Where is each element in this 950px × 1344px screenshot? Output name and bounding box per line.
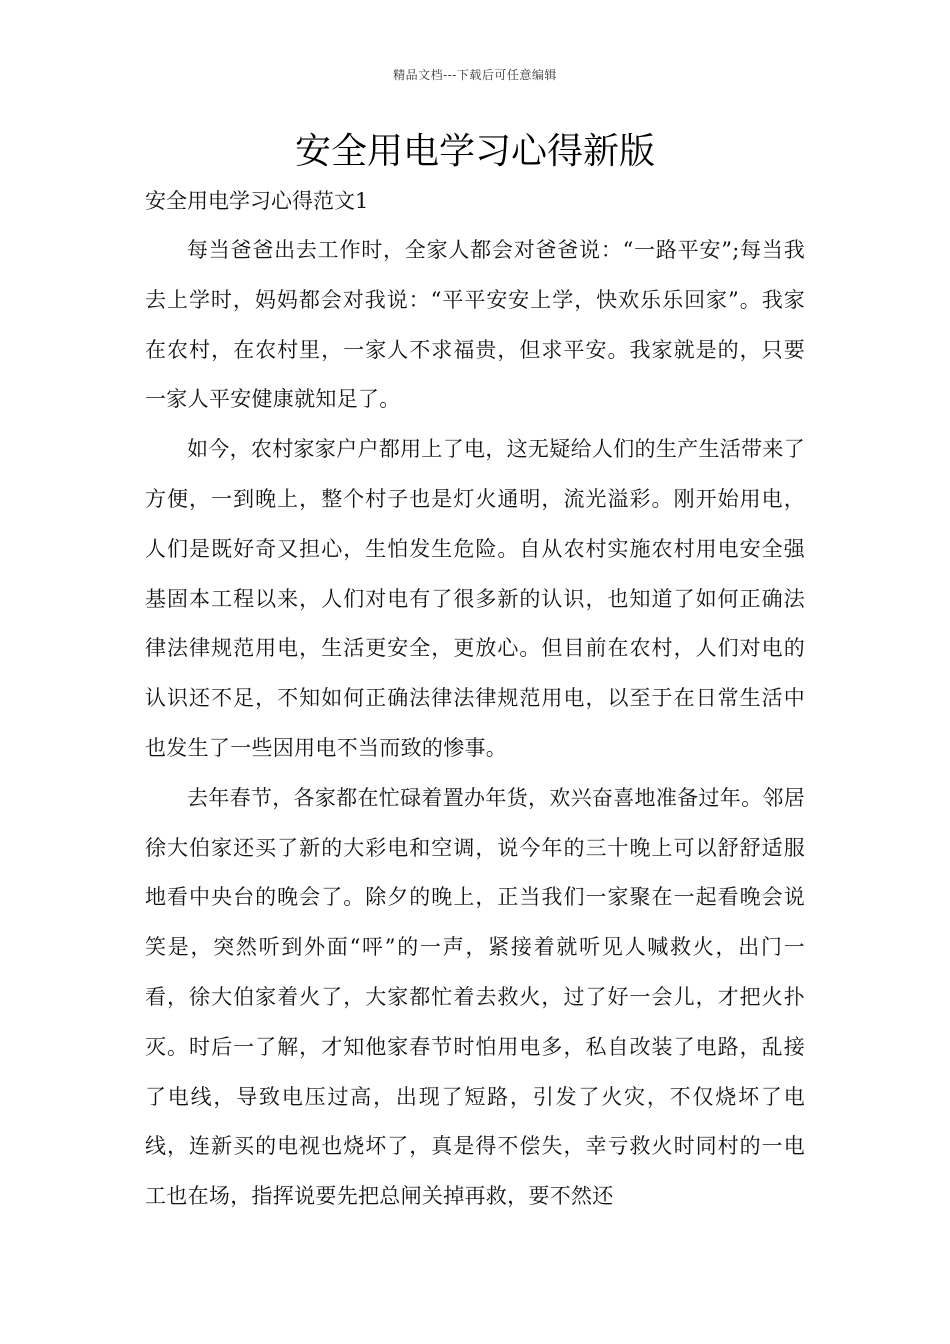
paragraph: 去年春节，各家都在忙碌着置办年货，欢兴奋喜地准备过年。邻居徐大伯家还买了新的大彩电和空调，说今年的三十晚上可以舒舒适服地看中央台的晚会了。除夕的晚上，正当我们一家聚在一起看晚会说笑是，突然听到外面“呯”的一声，紧接着就听见人喊救火，出门一看，徐大伯家着火了，大家都忙着去救火，过了好一会儿，才把火扑灭。时后一了解，才知他家春节时怕用电多，私自改装了电路，乱接了电线，导致电压过高，出现了短路，引发了火灾，不仅烧坏了电线，连新买的电视也烧坏了，真是得不偿失，幸亏救火时同村的一电工也在场，指挥说要先把总闸关掉再救，要不然还	[145, 785, 805, 1209]
document-subtitle: 安全用电学习心得范文1	[145, 189, 369, 213]
paragraph: 每当爸爸出去工作时，全家人都会对爸爸说：“一路平安”;每当我去上学时，妈妈都会对我说：“平平安安上学，快欢乐乐回家”。我家在农村，在农村里，一家人不求福贵，但求平安。我家就是的，只要一家人平安健康就知足了。	[145, 238, 805, 412]
document-body	[145, 226, 805, 1222]
paragraph: 如今，农村家家户户都用上了电，这无疑给人们的生产生活带来了方便，一到晚上，整个村子也是灯火通明，流光溢彩。刚开始用电，人们是既好奇又担心，生怕发生危险。自从农村实施农村用电安全强基固本工程以来，人们对电有了很多新的认识，也知道了如何正确法律法律规范用电，生活更安全，更放心。但目前在农村，人们对电的认识还不足，不知如何正确法律法律规范用电，以至于在日常生活中也发生了一些因用电不当而致的惨事。	[145, 437, 805, 760]
header-note: 精品文档---下载后可任意编辑	[393, 68, 557, 82]
document-title: 安全用电学习心得新版	[294, 131, 655, 172]
